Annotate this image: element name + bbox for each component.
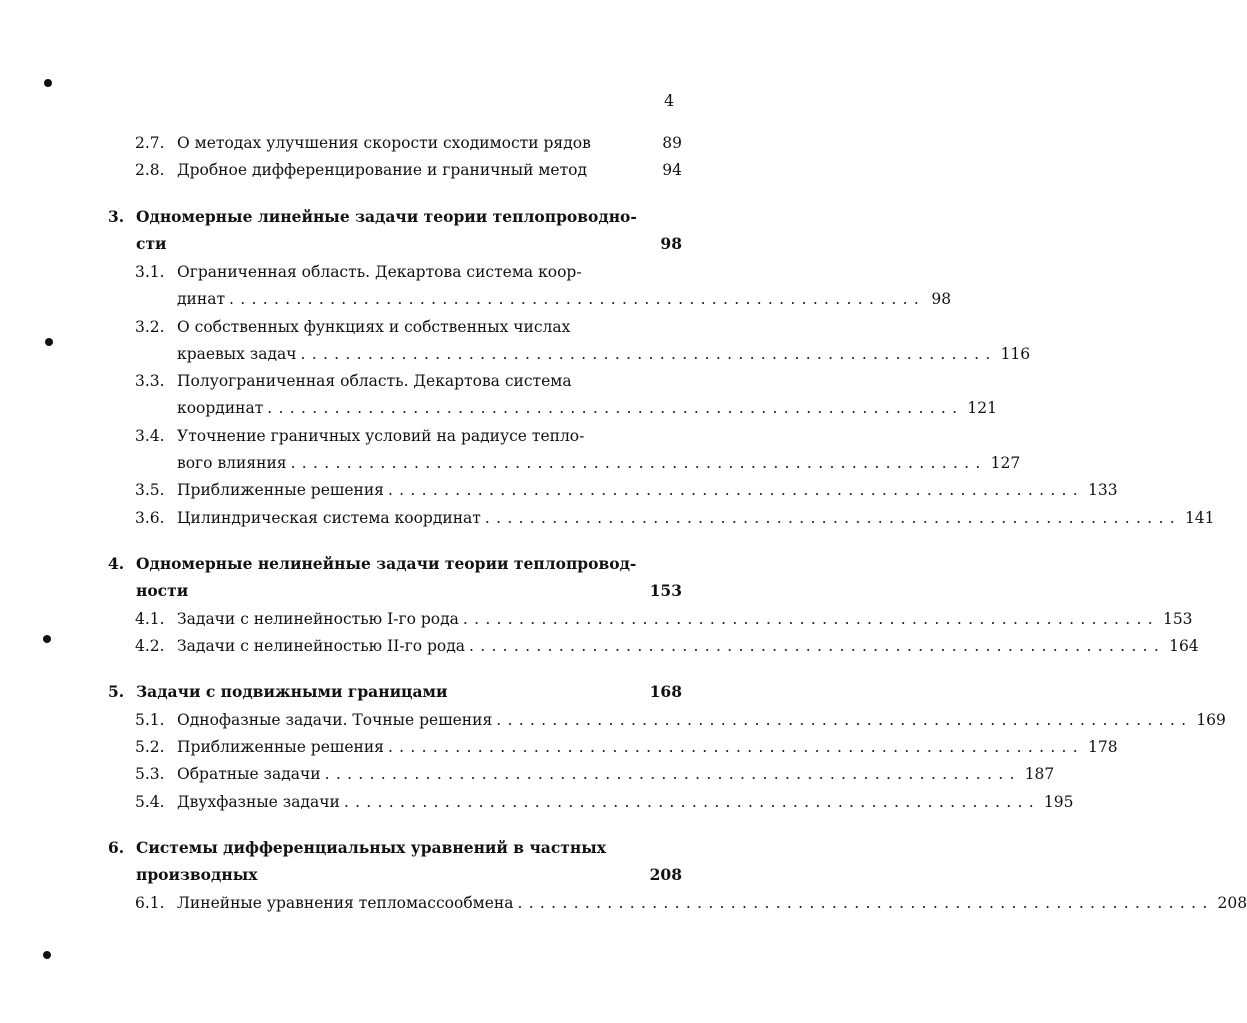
entry-number: 5.3. [135, 765, 165, 783]
entry-number: 6.1. [135, 894, 165, 912]
leader: .............................................................. [229, 290, 926, 308]
toc-entry[interactable] [135, 156, 682, 184]
entry-title: Обратные задачи [177, 765, 321, 783]
entry-page: 133 [1088, 481, 1118, 499]
chapter-title: Задачи с подвижными границами [136, 682, 448, 701]
entry-title-cont: краевых задач [177, 345, 297, 363]
entry-title: О методах улучшения скорости сходимости рядов [177, 134, 591, 152]
entry-page: 116 [1000, 345, 1031, 363]
entry-number: 3.3. [135, 372, 165, 390]
toc-entry[interactable] [135, 313, 682, 341]
leader: .............................................................. [387, 738, 1085, 756]
entry-number: 3.6. [135, 509, 165, 527]
toc-entry[interactable] [135, 476, 1118, 504]
chapter-page: 98 [660, 234, 682, 253]
toc-entry-cont[interactable] [177, 285, 952, 313]
entry-number: 2.7. [135, 134, 165, 152]
leader: .............................................................. [290, 454, 987, 472]
leader: .............................................................. [496, 711, 1193, 729]
chapter-number: 3. [108, 207, 125, 226]
toc-entry[interactable] [135, 632, 1199, 660]
leader: .............................................................. [462, 610, 1159, 628]
leader: .............................................................. [484, 509, 1181, 527]
chapter-heading-cont[interactable] [136, 861, 682, 889]
chapter-title: Одномерные нелинейные задачи теории теплопровод- [136, 554, 637, 573]
entry-page: 187 [1024, 765, 1055, 783]
entry-title-cont: вого влияния [177, 454, 287, 472]
entry-number: 5.4. [135, 793, 165, 811]
chapter-heading[interactable] [108, 834, 606, 862]
entry-page: 195 [1043, 793, 1074, 811]
entry-number: 3.2. [135, 318, 165, 336]
entry-page: 89 [662, 134, 682, 152]
toc-entry-cont[interactable] [177, 340, 1031, 368]
entry-title: Двухфазные задачи [177, 793, 340, 811]
chapter-page: 168 [649, 682, 682, 701]
entry-page: 98 [931, 290, 952, 308]
entry-page: 164 [1169, 637, 1199, 655]
toc-entry[interactable] [135, 760, 1055, 788]
chapter-number: 5. [108, 682, 125, 701]
entry-number: 3.4. [135, 427, 165, 445]
leader: .............................................................. [267, 399, 964, 417]
entry-number: 3.1. [135, 263, 165, 281]
chapter-number: 4. [108, 554, 125, 573]
entry-title: Линейные уравнения тепломассообмена [177, 894, 514, 912]
toc-entry[interactable] [135, 788, 1074, 816]
chapter-title-cont: ности [136, 581, 189, 600]
leader: .............................................................. [517, 894, 1214, 912]
chapter-heading-cont[interactable] [136, 577, 682, 605]
chapter-title: Системы дифференциальных уравнений в частных [136, 838, 607, 857]
entry-page: 121 [967, 399, 997, 417]
entry-title: О собственных функциях и собственных числах [177, 318, 571, 336]
toc-entry[interactable] [135, 733, 1118, 761]
toc-entry[interactable] [135, 605, 1193, 633]
entry-page: 153 [1162, 610, 1193, 628]
toc-entry[interactable] [135, 367, 682, 395]
margin-dot [43, 951, 51, 959]
chapter-title-cont: производных [136, 865, 258, 884]
entry-page: 141 [1184, 509, 1215, 527]
chapter-heading[interactable] [108, 678, 682, 706]
entry-number: 5.2. [135, 738, 165, 756]
chapter-title: Одномерные линейные задачи теории теплопроводно- [136, 207, 637, 226]
leader: .............................................................. [300, 345, 997, 363]
margin-dot [43, 635, 51, 643]
margin-dot [44, 79, 52, 87]
entry-page: 169 [1196, 711, 1226, 729]
entry-title-cont: динат [177, 290, 226, 308]
toc-entry[interactable] [135, 706, 1226, 734]
entry-page: 178 [1088, 738, 1118, 756]
chapter-number: 6. [108, 838, 125, 857]
entry-title: Дробное дифференцирование и граничный метод [177, 161, 588, 179]
chapter-title-cont: сти [136, 234, 167, 253]
entry-number: 5.1. [135, 711, 165, 729]
chapter-heading-cont[interactable] [136, 230, 682, 258]
entry-page: 208 [1217, 894, 1247, 912]
entry-title: Однофазные задачи. Точные решения [177, 711, 493, 729]
chapter-page: 208 [649, 865, 682, 884]
entry-number: 4.1. [135, 610, 165, 628]
entry-number: 3.5. [135, 481, 165, 499]
toc-entry[interactable] [135, 129, 682, 157]
entry-number: 4.2. [135, 637, 165, 655]
page-number: 4 [664, 91, 675, 110]
entry-number: 2.8. [135, 161, 165, 179]
entry-title: Приближенные решения [177, 481, 384, 499]
chapter-page: 153 [649, 581, 682, 600]
chapter-heading[interactable] [108, 203, 637, 231]
toc-entry[interactable] [135, 889, 1247, 917]
entry-title: Полуограниченная область. Декартова система [177, 372, 572, 390]
entry-title: Цилиндрическая система координат [177, 509, 481, 527]
entry-page: 127 [990, 454, 1021, 472]
leader: .............................................................. [343, 793, 1040, 811]
toc-entry[interactable] [135, 258, 682, 286]
entry-title: Задачи с нелинейностью I-го рода [177, 610, 459, 628]
entry-title: Задачи с нелинейностью II-го рода [177, 637, 465, 655]
entry-title: Ограниченная область. Декартова система коор- [177, 263, 582, 281]
toc-entry[interactable] [135, 422, 682, 450]
chapter-heading[interactable] [108, 550, 636, 578]
toc-entry-cont[interactable] [177, 394, 997, 422]
entry-title: Приближенные решения [177, 738, 384, 756]
entry-title: Уточнение граничных условий на радиусе тепло- [177, 427, 585, 445]
leader: .............................................................. [469, 637, 1166, 655]
leader: .............................................................. [387, 481, 1085, 499]
margin-dot [45, 338, 53, 346]
toc-entry-cont[interactable] [177, 449, 1021, 477]
toc-entry[interactable] [135, 504, 1215, 532]
entry-page: 94 [662, 161, 682, 179]
entry-title-cont: координат [177, 399, 264, 417]
leader: .............................................................. [324, 765, 1021, 783]
